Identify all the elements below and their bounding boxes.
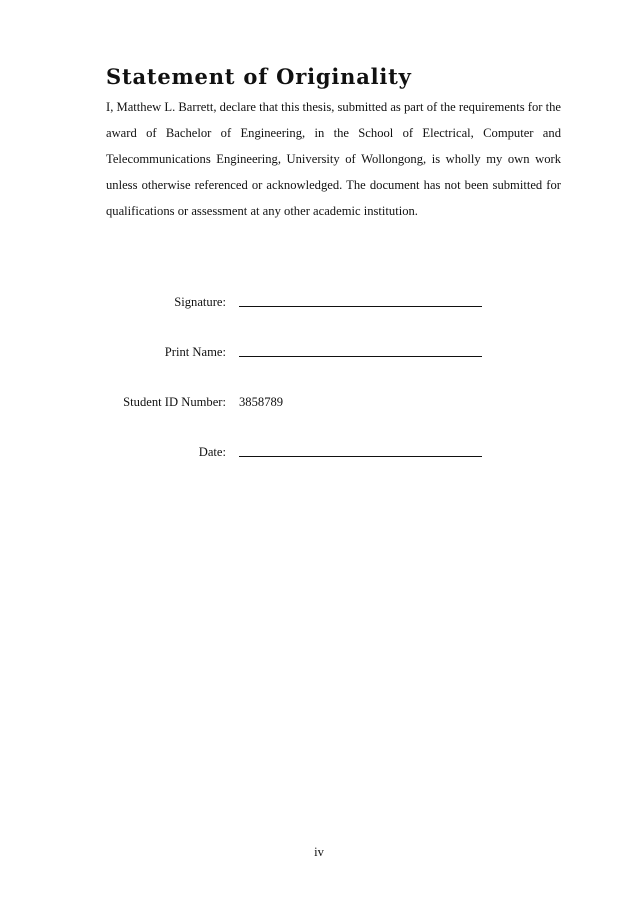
print-name-line: [239, 356, 482, 357]
declaration-paragraph: I, Matthew L. Barrett, declare that this thesis, submitted as part of the requirements for the award of Bachelor of Engineering, in the School of Electrical, Computer and Telecommunications Engineering, University of Wollongong, is wholly my own work unless otherwise referenced or acknowledged. The document has not been submitted for qualifications or assessment at any other academic institution.: [106, 100, 561, 218]
print-name-row: [106, 330, 486, 360]
print-name-label: Print Name:: [164, 345, 226, 359]
date-line: [239, 456, 482, 457]
date-row: [106, 430, 486, 460]
signature-label: Signature:: [174, 295, 226, 309]
date-label: Date:: [198, 445, 226, 459]
signature-row: [106, 280, 486, 310]
page-number: iv: [314, 845, 324, 859]
student-id-label: Student ID Number:: [123, 395, 226, 409]
signature-line: [239, 306, 482, 307]
page-title: Statement of Originality: [106, 64, 412, 89]
student-id-row: [106, 380, 486, 410]
student-id-value: 3858789: [239, 395, 284, 409]
